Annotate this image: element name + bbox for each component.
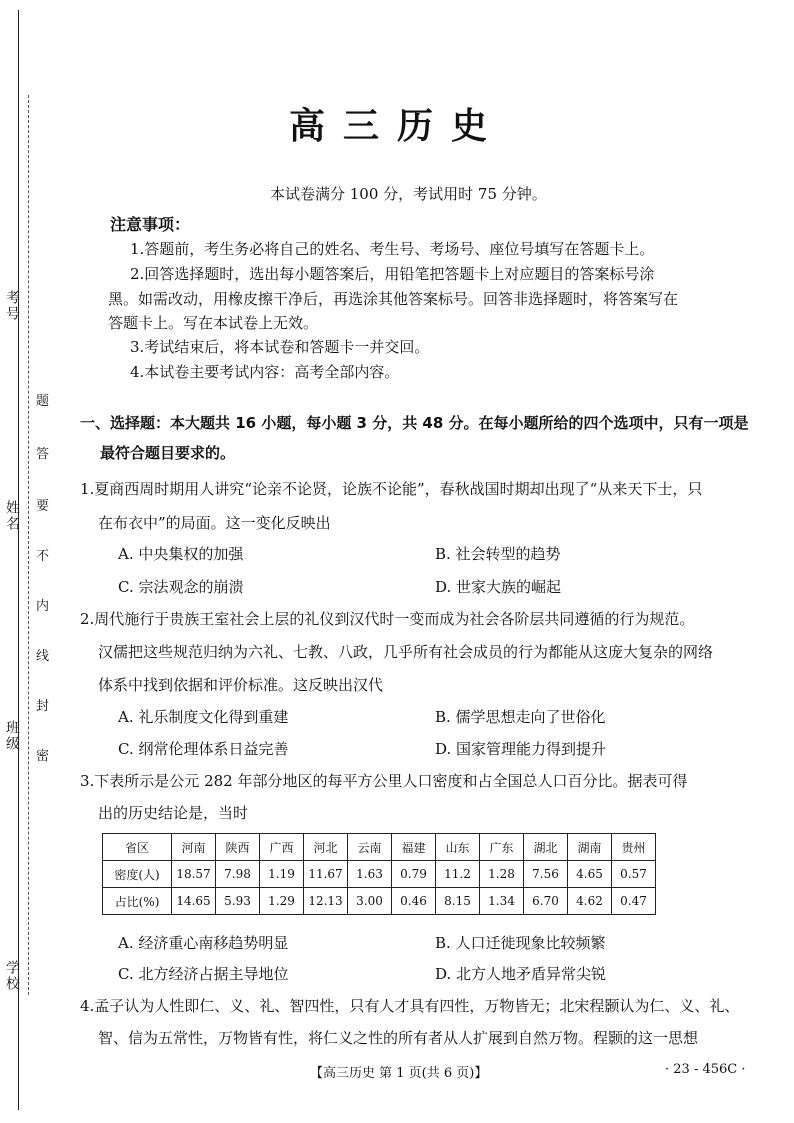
table-cell: 5.93 bbox=[216, 888, 260, 915]
q2-stem: 2.周代施行于贵族王室社会上层的礼仪到汉代时一变而成为社会各阶层共同遵循的行为规范。 bbox=[80, 610, 695, 628]
table-header-row bbox=[103, 834, 656, 861]
margin-label-id: 考号 bbox=[4, 290, 20, 322]
table-cell: 陕西 bbox=[216, 834, 260, 861]
q3-option-d: D. 北方人地矛盾异常尖锐 bbox=[435, 965, 607, 983]
population-table bbox=[102, 833, 656, 915]
notice-line: 黑。如需改动，用橡皮擦干净后，再选涂其他答案标号。回答非选择题时，将答案写在 bbox=[108, 290, 679, 308]
notice-line: 4.本试卷主要考试内容：高考全部内容。 bbox=[130, 363, 400, 381]
table-cell: 河北 bbox=[304, 834, 348, 861]
table-cell: 4.65 bbox=[568, 861, 612, 888]
exam-info: 本试卷满分 100 分，考试用时 75 分钟。 bbox=[270, 185, 547, 203]
q1-option-d: D. 世家大族的崛起 bbox=[435, 578, 562, 596]
q3-option-b: B. 人口迁徙现象比较频繁 bbox=[435, 934, 606, 952]
seal-char: 要 bbox=[36, 499, 50, 514]
notice-line: 1.答题前，考生务必将自己的姓名、考生号、考场号、座位号填写在答题卡上。 bbox=[130, 240, 655, 258]
seal-char: 答 bbox=[36, 447, 50, 462]
q3-option-a: A. 经济重心南移趋势明显 bbox=[118, 934, 289, 952]
seal-char: 不 bbox=[36, 549, 50, 564]
table-cell: 14.65 bbox=[172, 888, 216, 915]
table-cell: 1.19 bbox=[260, 861, 304, 888]
q1-stem: 1.夏商西周时期用人讲究“论亲不论贤，论族不论能”，春秋战国时期却出现了“从来天下士，只 bbox=[80, 480, 703, 498]
seal-char: 内 bbox=[36, 599, 50, 614]
table-cell: 7.56 bbox=[524, 861, 568, 888]
binding-line bbox=[18, 10, 19, 1110]
table-cell: 占比(%) bbox=[103, 888, 172, 915]
table-cell: 0.57 bbox=[612, 861, 656, 888]
q3-stem: 出的历史结论是，当时 bbox=[98, 804, 249, 822]
section-heading: 一、选择题：本大题共 16 小题，每小题 3 分，共 48 分。在每小题所给的四个选项中，只有一项是 bbox=[80, 414, 749, 432]
q2-option-d: D. 国家管理能力得到提升 bbox=[435, 740, 607, 758]
table-cell: 贵州 bbox=[612, 834, 656, 861]
q2-option-a: A. 礼乐制度文化得到重建 bbox=[118, 708, 289, 726]
seal-char: 题 bbox=[36, 394, 50, 409]
margin-label-name: 姓名 bbox=[4, 500, 20, 532]
table-cell: 1.28 bbox=[480, 861, 524, 888]
notice-heading: 注意事项： bbox=[110, 215, 191, 234]
table-cell: 广东 bbox=[480, 834, 524, 861]
table-cell: 7.98 bbox=[216, 861, 260, 888]
table-cell: 11.2 bbox=[436, 861, 480, 888]
q1-option-b: B. 社会转型的趋势 bbox=[435, 545, 561, 563]
q4-stem: 4.孟子认为人性即仁、义、礼、智四性，只有人才具有四性，万物皆无；北宋程颢认为仁、义、礼、 bbox=[80, 997, 740, 1015]
table-cell: 1.63 bbox=[348, 861, 392, 888]
q1-option-a: A. 中央集权的加强 bbox=[118, 545, 244, 563]
page-footer: 【高三历史 第 1 页(共 6 页)】 bbox=[310, 1066, 488, 1081]
table-cell: 4.62 bbox=[568, 888, 612, 915]
table-cell: 3.00 bbox=[348, 888, 392, 915]
table-cell: 湖北 bbox=[524, 834, 568, 861]
doc-code: · 23 - 456C · bbox=[665, 1062, 746, 1077]
q1-stem: 在布衣中”的局面。这一变化反映出 bbox=[98, 514, 331, 532]
table-cell: 0.79 bbox=[392, 861, 436, 888]
table-cell: 密度(人) bbox=[103, 861, 172, 888]
q3-option-c: C. 北方经济占据主导地位 bbox=[118, 965, 289, 983]
section-heading-cont: 最符合题目要求的。 bbox=[100, 444, 236, 462]
notice-line: 2.回答选择题时，选出每小题答案后，用铅笔把答题卡上对应题目的答案标号涂 bbox=[130, 265, 655, 283]
table-cell: 0.47 bbox=[612, 888, 656, 915]
table-cell: 6.70 bbox=[524, 888, 568, 915]
q2-option-b: B. 儒学思想走向了世俗化 bbox=[435, 708, 606, 726]
table-cell: 1.29 bbox=[260, 888, 304, 915]
q2-option-c: C. 纲常伦理体系日益完善 bbox=[118, 740, 289, 758]
table-cell: 湖南 bbox=[568, 834, 612, 861]
notice-line: 答题卡上。写在本试卷上无效。 bbox=[108, 314, 319, 332]
q2-stem: 汉儒把这些规范归纳为六礼、七教、八政，几乎所有社会成员的行为都能从这庞大复杂的网络 bbox=[98, 643, 714, 661]
table-cell: 广西 bbox=[260, 834, 304, 861]
table-cell: 0.46 bbox=[392, 888, 436, 915]
table-cell: 福建 bbox=[392, 834, 436, 861]
q4-stem: 智、信为五常性，万物皆有性，将仁义之性的所有者从人扩展到自然万物。程颢的这一思想 bbox=[98, 1029, 699, 1047]
page-title: 高三历史 bbox=[288, 106, 505, 147]
table-cell: 省区 bbox=[103, 834, 172, 861]
seal-char: 封 bbox=[36, 699, 50, 714]
table-cell: 11.67 bbox=[304, 861, 348, 888]
notice-line: 3.考试结束后，将本试卷和答题卡一并交回。 bbox=[130, 338, 430, 356]
margin-label-school: 学校 bbox=[4, 960, 20, 992]
table-row bbox=[103, 888, 656, 915]
table-cell: 8.15 bbox=[436, 888, 480, 915]
table-cell: 18.57 bbox=[172, 861, 216, 888]
table-cell: 1.34 bbox=[480, 888, 524, 915]
q2-stem: 体系中找到依据和评价标准。这反映出汉代 bbox=[98, 676, 384, 694]
seal-char: 密 bbox=[36, 749, 50, 764]
table-cell: 12.13 bbox=[304, 888, 348, 915]
table-cell: 河南 bbox=[172, 834, 216, 861]
seal-char: 线 bbox=[36, 649, 50, 664]
table-row bbox=[103, 861, 656, 888]
margin-label-class: 班级 bbox=[4, 720, 20, 752]
seal-dashed-line bbox=[28, 95, 29, 995]
q1-option-c: C. 宗法观念的崩溃 bbox=[118, 578, 244, 596]
table-cell: 山东 bbox=[436, 834, 480, 861]
q3-stem: 3.下表所示是公元 282 年部分地区的每平方公里人口密度和占全国总人口百分比。据表可得 bbox=[80, 772, 688, 790]
table-cell: 云南 bbox=[348, 834, 392, 861]
